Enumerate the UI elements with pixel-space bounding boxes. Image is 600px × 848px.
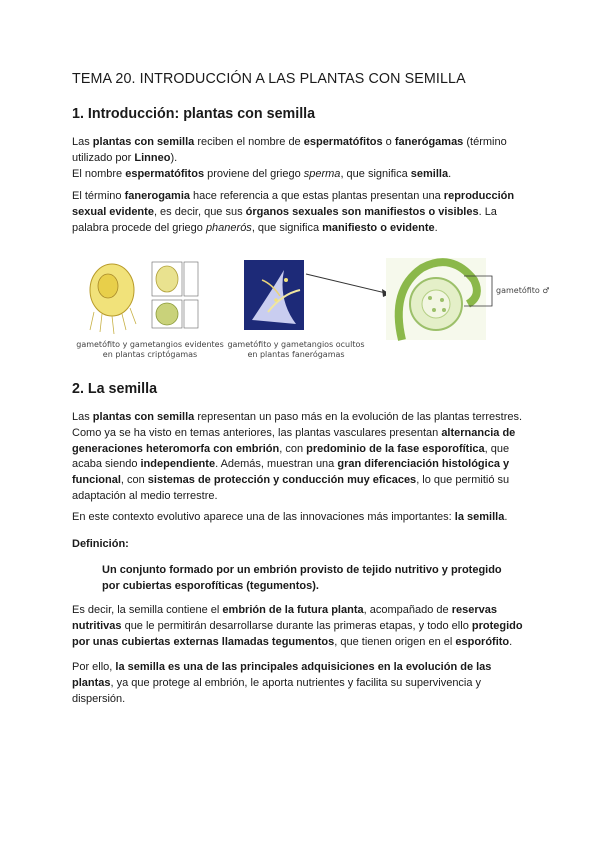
section-heading-introduccion: 1. Introducción: plantas con semilla xyxy=(72,106,316,122)
text-run: , que tienen origen en el xyxy=(334,635,456,648)
text-run: , lo que permitió su adaptación al medio terrestre. xyxy=(72,474,510,502)
bold-text: fanerogamia xyxy=(124,190,190,202)
text-run: (término utilizado por xyxy=(72,136,507,164)
section-heading-semilla: 2. La semilla xyxy=(72,381,158,397)
cryptogam-illustration xyxy=(90,262,198,334)
bold-text: órganos sexuales son manifiestos o visibles xyxy=(245,205,479,218)
italic-text: phanerós xyxy=(205,221,252,234)
text-run: reciben el nombre de xyxy=(194,136,304,148)
text-run: . xyxy=(448,167,452,180)
text-run: . xyxy=(434,221,438,234)
bold-text: espermatófitos xyxy=(125,167,205,180)
paragraph-intro-2 xyxy=(72,189,532,236)
text-run: , con xyxy=(120,474,148,487)
text-run: , es decir, que sus xyxy=(153,205,246,218)
paragraph-semilla-4 xyxy=(72,660,532,707)
illustration-figure xyxy=(72,250,550,362)
text-run: proviene del griego xyxy=(204,167,304,180)
bold-text: protegido por unas cubiertas externas llamadas tegumentos xyxy=(72,619,523,648)
bold-text: reproducción sexual evidente xyxy=(72,190,515,218)
bold-text: alternancia de generaciones heteromorfa con embrión xyxy=(72,426,516,455)
bold-text: fanerógamas xyxy=(394,136,464,148)
bold-text: embrión de la futura planta xyxy=(222,604,364,616)
text-run: Las xyxy=(72,136,93,148)
paragraph-semilla-1 xyxy=(72,410,532,505)
text-run: , que significa xyxy=(340,167,411,180)
text-run: , ya que protege al embrión, le aporta nutrientes y facilita su supervivencia y dispersión. xyxy=(72,676,482,705)
italic-text: sperma xyxy=(303,167,341,180)
page-title: TEMA 20. INTRODUCCIÓN A LAS PLANTAS CON SEMILLA xyxy=(72,71,466,87)
bold-text: reservas nutritivas xyxy=(72,604,497,632)
text-run: Las xyxy=(72,411,93,423)
bold-text: predominio de la fase esporofítica xyxy=(306,442,485,455)
definition-label: Definición: xyxy=(72,538,129,550)
text-run: hace referencia a que estas plantas presentan una xyxy=(190,190,444,202)
text-run: . xyxy=(504,511,508,523)
bold-text: manifiesto o evidente xyxy=(322,221,435,234)
text-run: , con xyxy=(279,442,307,455)
caption-cryptogams: gametófito y gametangios evidentes en plantas criptógamas xyxy=(76,340,224,359)
text-run: En este contexto evolutivo aparece una de las innovaciones más importantes: xyxy=(72,511,455,523)
text-run: , que acaba siendo xyxy=(72,442,510,471)
bold-text: gran diferenciación histológica y funcional xyxy=(72,458,510,487)
paragraph-semilla-3 xyxy=(72,603,532,650)
bold-text: espermatófitos xyxy=(303,136,383,148)
anther-section-illustration xyxy=(386,258,492,340)
bold-text: la semilla es una de las principales adquisiciones en la evolución de las plantas xyxy=(72,661,492,689)
text-run: El término xyxy=(72,190,125,202)
definition-text: Un conjunto formado por un embrión provisto de tejido nutritivo y protegido por cubiertas esporofíticas (tegumentos). xyxy=(102,564,502,592)
flower-photo xyxy=(244,260,304,330)
text-run: El nombre xyxy=(72,167,126,180)
paragraph-intro-1 xyxy=(72,135,532,182)
text-run: representan un paso más en la evolución de las plantas terrestres. Como ya se ha visto en temas anteriores, las plantas vasculares presentan xyxy=(72,411,523,439)
text-run: . xyxy=(509,635,513,648)
bold-text: la semilla xyxy=(454,511,505,523)
text-run: que le permitirán desarrollarse durante las primeras etapas, y todo ello xyxy=(121,619,472,632)
label-male-gametophyte: gametófito ♂ xyxy=(496,286,550,295)
bold-text: sistemas de protección y conducción muy eficaces xyxy=(147,474,417,487)
text-run: . La palabra procede del griego xyxy=(72,205,497,234)
bold-text: esporófito xyxy=(455,635,510,648)
bold-text: independiente xyxy=(140,458,216,471)
bold-text: semilla xyxy=(410,167,449,180)
text-run: Es decir, la semilla contiene el xyxy=(72,604,223,616)
bold-text: plantas con semilla xyxy=(92,411,195,423)
bold-text: plantas con semilla xyxy=(92,136,195,148)
paragraph-semilla-2 xyxy=(72,510,532,526)
text-run: , acompañado de xyxy=(363,604,452,616)
text-run: , que significa xyxy=(251,221,323,234)
text-run: Por ello, xyxy=(72,661,116,673)
caption-phanerogams: gametófito y gametangios ocultos en plantas fanerógamas xyxy=(227,340,365,359)
text-run: o xyxy=(382,136,395,148)
bold-text: Linneo xyxy=(134,151,171,164)
text-run: . Además, muestran una xyxy=(215,458,338,471)
text-run: ). xyxy=(170,151,178,164)
